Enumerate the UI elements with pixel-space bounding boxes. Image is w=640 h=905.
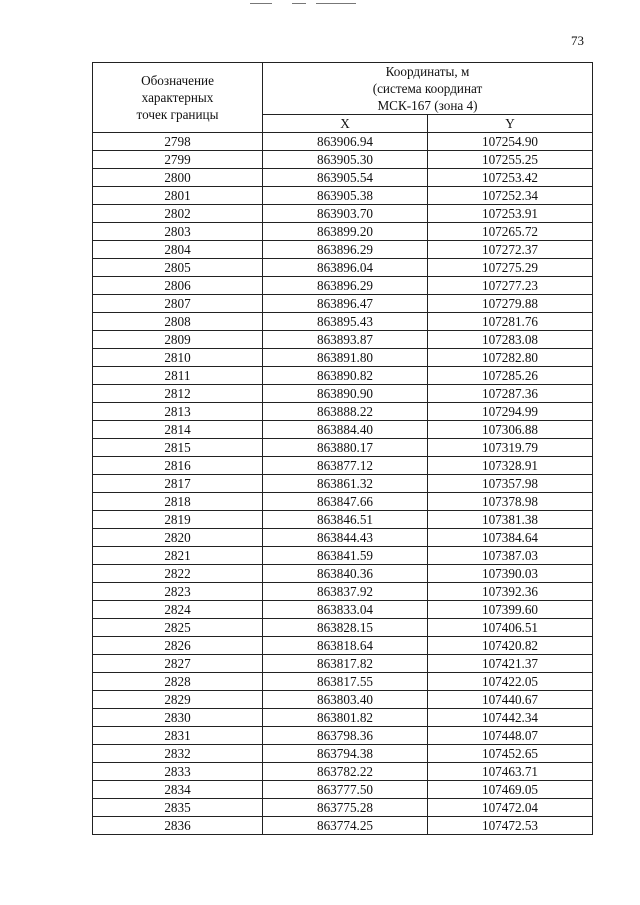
table-row (93, 313, 593, 331)
x-coordinate-cell: 863844.43 (263, 529, 428, 547)
point-id-cell: 2810 (93, 349, 263, 367)
x-coordinate-cell: 863775.28 (263, 799, 428, 817)
y-coordinate-cell: 107255.25 (428, 151, 593, 169)
table-row (93, 223, 593, 241)
table-row (93, 439, 593, 457)
point-id-cell: 2822 (93, 565, 263, 583)
x-coordinate-cell: 863798.36 (263, 727, 428, 745)
table-row (93, 277, 593, 295)
y-coordinate-cell: 107306.88 (428, 421, 593, 439)
x-coordinate-cell: 863890.90 (263, 385, 428, 403)
y-coordinate-cell: 107272.37 (428, 241, 593, 259)
y-coordinate-cell: 107287.36 (428, 385, 593, 403)
y-coordinate-cell: 107253.91 (428, 205, 593, 223)
table-row (93, 583, 593, 601)
header-row (93, 63, 593, 115)
x-coordinate-cell: 863774.25 (263, 817, 428, 835)
y-coordinate-cell: 107442.34 (428, 709, 593, 727)
header-point-label-line: Обозначение (141, 73, 214, 88)
y-coordinate-cell: 107448.07 (428, 727, 593, 745)
table-row (93, 655, 593, 673)
table-row (93, 493, 593, 511)
header-point-label-line: характерных (141, 90, 214, 105)
point-id-cell: 2811 (93, 367, 263, 385)
table-row (93, 457, 593, 475)
table-row (93, 403, 593, 421)
x-coordinate-cell: 863895.43 (263, 313, 428, 331)
table-row (93, 781, 593, 799)
point-id-cell: 2807 (93, 295, 263, 313)
y-coordinate-cell: 107378.98 (428, 493, 593, 511)
x-coordinate-cell: 863877.12 (263, 457, 428, 475)
y-coordinate-cell: 107277.23 (428, 277, 593, 295)
x-coordinate-cell: 863896.04 (263, 259, 428, 277)
point-id-cell: 2834 (93, 781, 263, 799)
point-id-cell: 2802 (93, 205, 263, 223)
point-id-cell: 2827 (93, 655, 263, 673)
x-coordinate-cell: 863906.94 (263, 133, 428, 151)
table-row (93, 673, 593, 691)
page-number: 73 (571, 33, 584, 48)
y-coordinate-cell: 107281.76 (428, 313, 593, 331)
table-row (93, 565, 593, 583)
x-coordinate-cell: 863803.40 (263, 691, 428, 709)
point-id-cell: 2801 (93, 187, 263, 205)
table-row (93, 187, 593, 205)
x-coordinate-cell: 863794.38 (263, 745, 428, 763)
point-id-cell: 2798 (93, 133, 263, 151)
x-coordinate-cell: 863880.17 (263, 439, 428, 457)
point-id-cell: 2816 (93, 457, 263, 475)
table-row (93, 601, 593, 619)
point-id-cell: 2828 (93, 673, 263, 691)
x-coordinate-cell: 863884.40 (263, 421, 428, 439)
point-id-cell: 2805 (93, 259, 263, 277)
y-coordinate-cell: 107399.60 (428, 601, 593, 619)
y-coordinate-cell: 107279.88 (428, 295, 593, 313)
table-row (93, 691, 593, 709)
scan-marks (250, 0, 360, 8)
y-coordinate-cell: 107463.71 (428, 763, 593, 781)
x-coordinate-cell: 863896.29 (263, 277, 428, 295)
x-coordinate-cell: 863847.66 (263, 493, 428, 511)
x-coordinate-cell: 863817.82 (263, 655, 428, 673)
table-row (93, 619, 593, 637)
table-row (93, 637, 593, 655)
point-id-cell: 2831 (93, 727, 263, 745)
x-coordinate-cell: 863841.59 (263, 547, 428, 565)
point-id-cell: 2813 (93, 403, 263, 421)
point-id-cell: 2817 (93, 475, 263, 493)
header-coordinates-line: (система координат (372, 81, 483, 96)
table-row (93, 367, 593, 385)
point-id-cell: 2826 (93, 637, 263, 655)
header-coordinates-line: МСК-167 (зона 4) (377, 98, 478, 113)
point-id-cell: 2818 (93, 493, 263, 511)
y-coordinate-cell: 107472.04 (428, 799, 593, 817)
x-coordinate-cell: 863903.70 (263, 205, 428, 223)
table-row (93, 169, 593, 187)
table-row (93, 259, 593, 277)
point-id-cell: 2825 (93, 619, 263, 637)
y-coordinate-cell: 107253.42 (428, 169, 593, 187)
y-coordinate-cell: 107265.72 (428, 223, 593, 241)
table-row (93, 511, 593, 529)
x-coordinate-cell: 863840.36 (263, 565, 428, 583)
y-coordinate-cell: 107282.80 (428, 349, 593, 367)
header-point-label (93, 63, 263, 133)
y-coordinate-cell: 107421.37 (428, 655, 593, 673)
y-coordinate-cell: 107422.05 (428, 673, 593, 691)
y-coordinate-cell: 107319.79 (428, 439, 593, 457)
y-coordinate-cell: 107328.91 (428, 457, 593, 475)
x-coordinate-cell: 863888.22 (263, 403, 428, 421)
table-row (93, 331, 593, 349)
point-id-cell: 2809 (93, 331, 263, 349)
point-id-cell: 2814 (93, 421, 263, 439)
table-row (93, 763, 593, 781)
y-coordinate-cell: 107285.26 (428, 367, 593, 385)
y-coordinate-cell: 107381.38 (428, 511, 593, 529)
point-id-cell: 2835 (93, 799, 263, 817)
x-coordinate-cell: 863891.80 (263, 349, 428, 367)
header-x: X (263, 115, 428, 133)
y-coordinate-cell: 107390.03 (428, 565, 593, 583)
x-coordinate-cell: 863801.82 (263, 709, 428, 727)
table-row (93, 817, 593, 835)
header-y: Y (428, 115, 593, 133)
table-row (93, 745, 593, 763)
x-coordinate-cell: 863833.04 (263, 601, 428, 619)
point-id-cell: 2824 (93, 601, 263, 619)
point-id-cell: 2830 (93, 709, 263, 727)
y-coordinate-cell: 107440.67 (428, 691, 593, 709)
point-id-cell: 2799 (93, 151, 263, 169)
table-row (93, 349, 593, 367)
point-id-cell: 2800 (93, 169, 263, 187)
y-coordinate-cell: 107387.03 (428, 547, 593, 565)
table-row (93, 241, 593, 259)
point-id-cell: 2823 (93, 583, 263, 601)
point-id-cell: 2806 (93, 277, 263, 295)
table-row (93, 547, 593, 565)
point-id-cell: 2804 (93, 241, 263, 259)
y-coordinate-cell: 107275.29 (428, 259, 593, 277)
point-id-cell: 2820 (93, 529, 263, 547)
point-id-cell: 2812 (93, 385, 263, 403)
x-coordinate-cell: 863899.20 (263, 223, 428, 241)
x-coordinate-cell: 863896.29 (263, 241, 428, 259)
point-id-cell: 2832 (93, 745, 263, 763)
table-row (93, 529, 593, 547)
table-row (93, 205, 593, 223)
point-id-cell: 2833 (93, 763, 263, 781)
y-coordinate-cell: 107252.34 (428, 187, 593, 205)
point-id-cell: 2819 (93, 511, 263, 529)
x-coordinate-cell: 863905.54 (263, 169, 428, 187)
x-coordinate-cell: 863837.92 (263, 583, 428, 601)
y-coordinate-cell: 107384.64 (428, 529, 593, 547)
header-coordinates-line: Координаты, м (385, 64, 470, 79)
table-row (93, 421, 593, 439)
x-coordinate-cell: 863817.55 (263, 673, 428, 691)
x-coordinate-cell: 863893.87 (263, 331, 428, 349)
y-coordinate-cell: 107254.90 (428, 133, 593, 151)
x-coordinate-cell: 863896.47 (263, 295, 428, 313)
x-coordinate-cell: 863905.38 (263, 187, 428, 205)
x-coordinate-cell: 863905.30 (263, 151, 428, 169)
x-coordinate-cell: 863846.51 (263, 511, 428, 529)
point-id-cell: 2829 (93, 691, 263, 709)
x-coordinate-cell: 863828.15 (263, 619, 428, 637)
y-coordinate-cell: 107406.51 (428, 619, 593, 637)
y-coordinate-cell: 107472.53 (428, 817, 593, 835)
y-coordinate-cell: 107392.36 (428, 583, 593, 601)
y-coordinate-cell: 107283.08 (428, 331, 593, 349)
point-id-cell: 2803 (93, 223, 263, 241)
table-row (93, 475, 593, 493)
table-row (93, 133, 593, 151)
y-coordinate-cell: 107469.05 (428, 781, 593, 799)
y-coordinate-cell: 107294.99 (428, 403, 593, 421)
x-coordinate-cell: 863890.82 (263, 367, 428, 385)
point-id-cell: 2815 (93, 439, 263, 457)
table-row (93, 799, 593, 817)
x-coordinate-cell: 863861.32 (263, 475, 428, 493)
header-point-label-line: точек границы (136, 107, 219, 122)
y-coordinate-cell: 107357.98 (428, 475, 593, 493)
header-coordinates (263, 63, 593, 115)
y-coordinate-cell: 107420.82 (428, 637, 593, 655)
table-row (93, 151, 593, 169)
point-id-cell: 2821 (93, 547, 263, 565)
table-row (93, 385, 593, 403)
point-id-cell: 2836 (93, 817, 263, 835)
coordinates-table (92, 62, 593, 835)
table-row (93, 709, 593, 727)
table-row (93, 295, 593, 313)
table-row (93, 727, 593, 745)
point-id-cell: 2808 (93, 313, 263, 331)
x-coordinate-cell: 863777.50 (263, 781, 428, 799)
x-coordinate-cell: 863782.22 (263, 763, 428, 781)
y-coordinate-cell: 107452.65 (428, 745, 593, 763)
table-body (93, 133, 593, 835)
x-coordinate-cell: 863818.64 (263, 637, 428, 655)
